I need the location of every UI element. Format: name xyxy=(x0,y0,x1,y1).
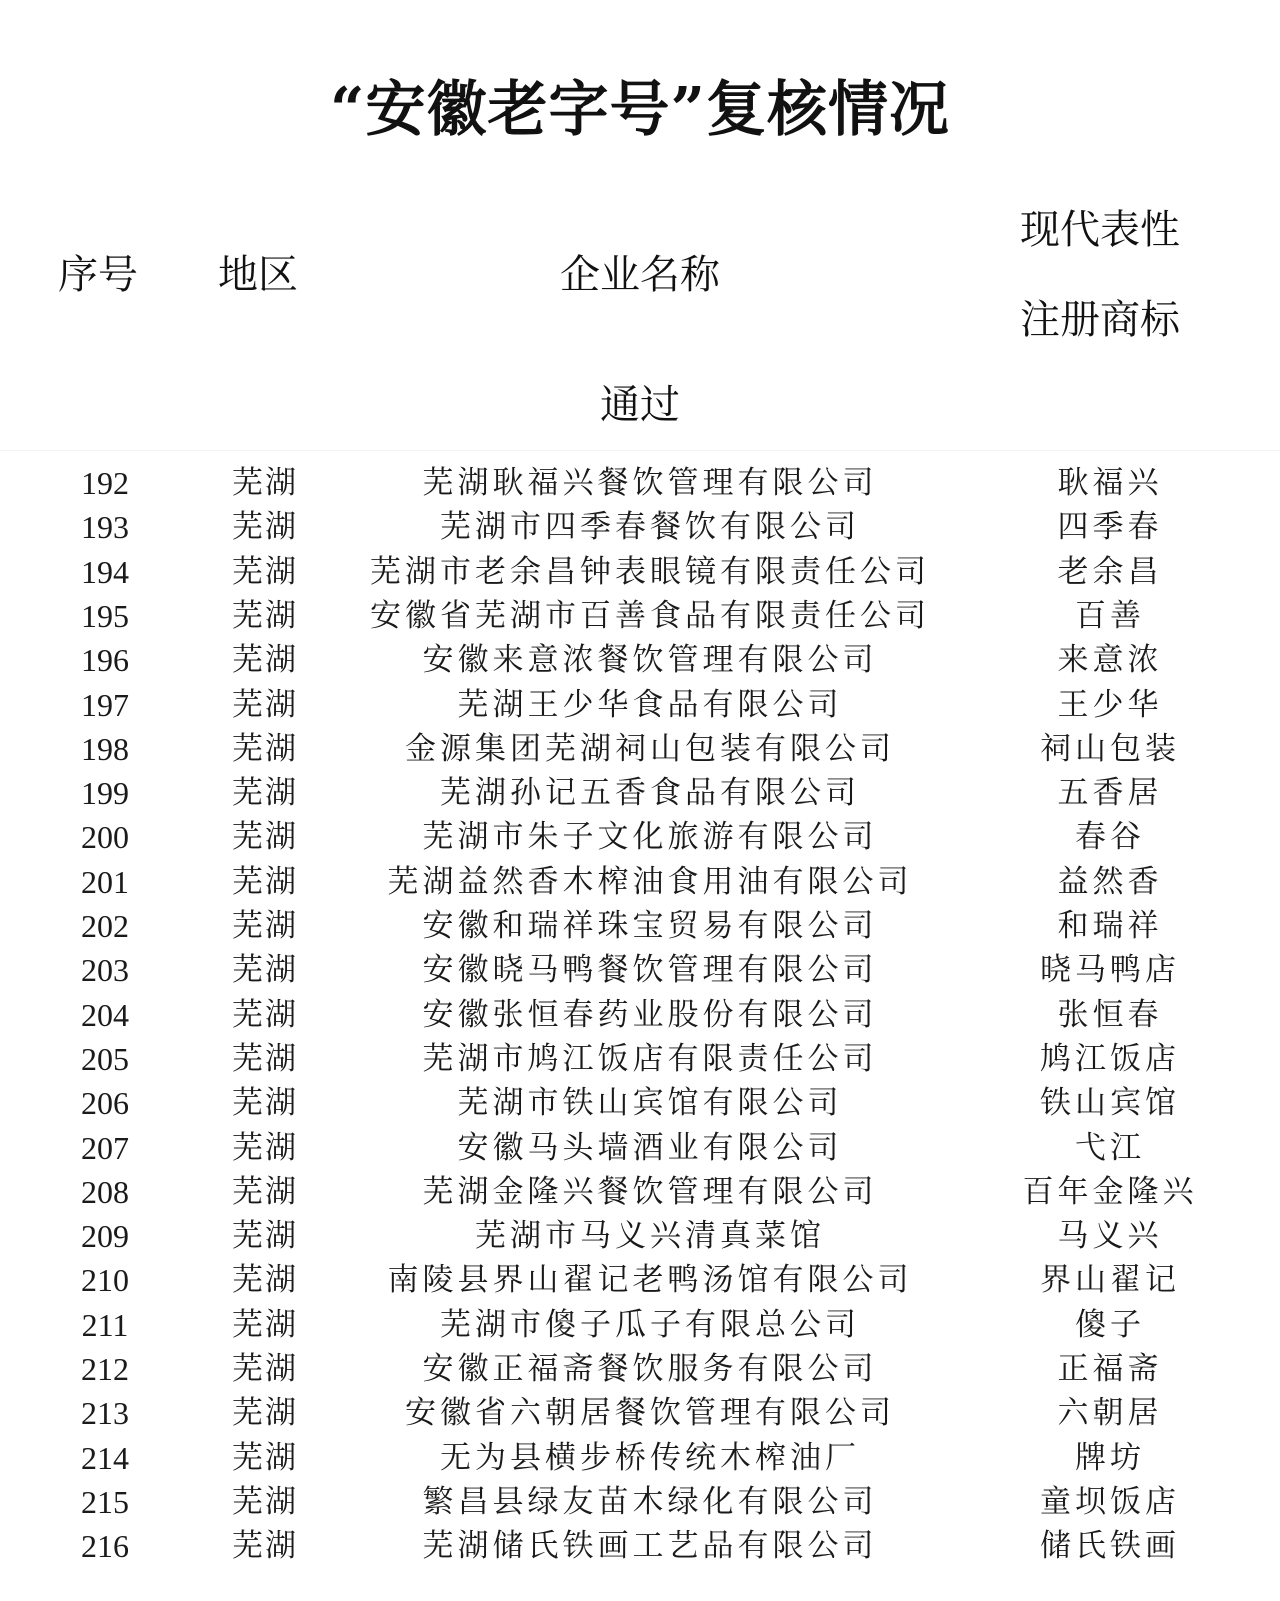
cell-trademark: 张恒春 xyxy=(1057,996,1163,1033)
cell-region: 芜湖 xyxy=(232,952,298,989)
cell-trademark: 马义兴 xyxy=(1057,1218,1163,1255)
section-label-passed: 通过 xyxy=(600,382,680,428)
header-region: 地区 xyxy=(218,252,298,298)
cell-seq: 195 xyxy=(81,597,129,634)
cell-seq: 198 xyxy=(81,730,129,767)
header-company-name: 企业名称 xyxy=(560,252,720,298)
cell-region: 芜湖 xyxy=(232,1173,298,1210)
table-row xyxy=(0,1258,1280,1303)
cell-trademark: 祠山包装 xyxy=(1040,730,1180,767)
cell-trademark: 傻子 xyxy=(1075,1306,1145,1343)
cell-company-name: 芜湖益然香木榨油食用油有限公司 xyxy=(387,863,913,900)
cell-seq: 205 xyxy=(81,1040,129,1077)
cell-company-name: 安徽正福斋餐饮服务有限公司 xyxy=(422,1351,878,1387)
cell-seq: 214 xyxy=(81,1439,129,1476)
cell-trademark: 四季春 xyxy=(1057,509,1163,546)
cell-trademark: 储氏铁画 xyxy=(1040,1528,1180,1565)
cell-seq: 200 xyxy=(81,819,129,856)
cell-company-name: 安徽省芜湖市百善食品有限责任公司 xyxy=(370,597,930,634)
table-row xyxy=(0,948,1280,993)
cell-region: 芜湖 xyxy=(232,1085,298,1122)
cell-seq: 216 xyxy=(81,1528,129,1565)
cell-company-name: 安徽马头墙酒业有限公司 xyxy=(457,1129,843,1166)
cell-seq: 201 xyxy=(81,863,129,900)
table-row xyxy=(0,1347,1280,1392)
cell-region: 芜湖 xyxy=(232,553,298,590)
table-body xyxy=(0,450,1280,1601)
cell-trademark: 牌坊 xyxy=(1075,1439,1145,1476)
cell-region: 芜湖 xyxy=(232,863,298,900)
cell-company-name: 安徽晓马鸭餐饮管理有限公司 xyxy=(422,952,878,989)
header-trademark-line1: 现代表性 xyxy=(1020,207,1180,253)
table-row xyxy=(0,505,1280,550)
cell-seq: 215 xyxy=(81,1483,129,1520)
cell-company-name: 芜湖孙记五香食品有限公司 xyxy=(440,775,860,812)
table-row xyxy=(0,461,1280,506)
table-row xyxy=(0,1170,1280,1215)
cell-region: 芜湖 xyxy=(232,1395,298,1432)
cell-company-name: 安徽和瑞祥珠宝贸易有限公司 xyxy=(422,908,878,944)
cell-region: 芜湖 xyxy=(232,1439,298,1476)
cell-seq: 207 xyxy=(81,1129,129,1166)
table-row xyxy=(0,904,1280,949)
cell-region: 芜湖 xyxy=(232,1483,298,1520)
cell-region: 芜湖 xyxy=(232,1351,298,1387)
cell-company-name: 芜湖市鸠江饭店有限责任公司 xyxy=(422,1040,878,1077)
cell-company-name: 芜湖市朱子文化旅游有限公司 xyxy=(422,819,878,856)
cell-trademark: 铁山宾馆 xyxy=(1040,1085,1180,1122)
table-row xyxy=(0,771,1280,816)
cell-trademark: 五香居 xyxy=(1057,775,1163,812)
cell-region: 芜湖 xyxy=(232,1129,298,1166)
table-row xyxy=(0,550,1280,595)
cell-trademark: 耿福兴 xyxy=(1057,465,1163,501)
cell-company-name: 芜湖王少华食品有限公司 xyxy=(457,686,843,723)
table-row xyxy=(0,1524,1280,1569)
table-row xyxy=(0,1303,1280,1348)
cell-region: 芜湖 xyxy=(232,1262,298,1299)
cell-seq: 197 xyxy=(81,686,129,723)
cell-company-name: 无为县横步桥传统木榨油厂 xyxy=(440,1439,860,1476)
cell-seq: 209 xyxy=(81,1218,129,1255)
table-row xyxy=(0,727,1280,772)
cell-seq: 210 xyxy=(81,1262,129,1299)
cell-region: 芜湖 xyxy=(232,465,298,501)
cell-seq: 206 xyxy=(81,1085,129,1122)
cell-region: 芜湖 xyxy=(232,642,298,679)
cell-company-name: 芜湖市老余昌钟表眼镜有限责任公司 xyxy=(370,553,930,590)
cell-region: 芜湖 xyxy=(232,730,298,767)
cell-trademark: 百年金隆兴 xyxy=(1022,1173,1198,1210)
table-row xyxy=(0,860,1280,905)
cell-seq: 196 xyxy=(81,642,129,679)
cell-region: 芜湖 xyxy=(232,1306,298,1343)
cell-trademark: 鸠江饭店 xyxy=(1040,1040,1180,1077)
cell-company-name: 芜湖市铁山宾馆有限公司 xyxy=(457,1085,843,1122)
cell-trademark: 春谷 xyxy=(1075,819,1145,856)
header-seq: 序号 xyxy=(58,252,138,298)
cell-trademark: 来意浓 xyxy=(1057,642,1163,679)
table-row xyxy=(0,1037,1280,1082)
cell-trademark: 百善 xyxy=(1075,597,1145,634)
header-trademark-line2: 注册商标 xyxy=(1020,297,1180,343)
cell-region: 芜湖 xyxy=(232,686,298,723)
cell-seq: 194 xyxy=(81,553,129,590)
table-row xyxy=(0,815,1280,860)
table-row xyxy=(0,1081,1280,1126)
cell-seq: 213 xyxy=(81,1395,129,1432)
table-row xyxy=(0,1436,1280,1481)
cell-company-name: 芜湖金隆兴餐饮管理有限公司 xyxy=(422,1173,878,1210)
table-row xyxy=(0,1391,1280,1436)
cell-company-name: 芜湖市马义兴清真菜馆 xyxy=(475,1218,825,1255)
cell-region: 芜湖 xyxy=(232,775,298,812)
cell-company-name: 金源集团芜湖祠山包装有限公司 xyxy=(405,730,895,767)
table-row xyxy=(0,1480,1280,1525)
table-row xyxy=(0,594,1280,639)
cell-seq: 211 xyxy=(81,1306,129,1343)
table-row xyxy=(0,1126,1280,1171)
table-row xyxy=(0,638,1280,683)
table-row xyxy=(0,683,1280,728)
cell-trademark: 界山翟记 xyxy=(1040,1262,1180,1299)
cell-company-name: 安徽来意浓餐饮管理有限公司 xyxy=(422,642,878,679)
cell-company-name: 安徽张恒春药业股份有限公司 xyxy=(422,996,878,1033)
cell-company-name: 繁昌县绿友苗木绿化有限公司 xyxy=(422,1483,878,1520)
cell-company-name: 南陵县界山翟记老鸭汤馆有限公司 xyxy=(387,1262,913,1299)
cell-region: 芜湖 xyxy=(232,1040,298,1077)
cell-seq: 199 xyxy=(81,775,129,812)
cell-region: 芜湖 xyxy=(232,1528,298,1565)
cell-trademark: 和瑞祥 xyxy=(1057,908,1163,944)
cell-trademark: 王少华 xyxy=(1057,686,1163,723)
cell-seq: 204 xyxy=(81,996,129,1033)
cell-region: 芜湖 xyxy=(232,597,298,634)
cell-region: 芜湖 xyxy=(232,819,298,856)
cell-company-name: 芜湖耿福兴餐饮管理有限公司 xyxy=(422,465,878,501)
cell-seq: 212 xyxy=(81,1351,129,1387)
cell-trademark: 童坝饭店 xyxy=(1040,1483,1180,1520)
cell-company-name: 芜湖储氏铁画工艺品有限公司 xyxy=(422,1528,878,1565)
cell-company-name: 安徽省六朝居餐饮管理有限公司 xyxy=(405,1395,895,1432)
cell-company-name: 芜湖市四季春餐饮有限公司 xyxy=(440,509,860,546)
cell-region: 芜湖 xyxy=(232,1218,298,1255)
cell-seq: 193 xyxy=(81,509,129,546)
table-row xyxy=(0,993,1280,1038)
cell-trademark: 益然香 xyxy=(1057,863,1163,900)
page-title: “安徽老字号”复核情况 xyxy=(329,75,951,145)
cell-trademark: 老余昌 xyxy=(1057,553,1163,590)
cell-trademark: 六朝居 xyxy=(1057,1395,1163,1432)
cell-seq: 202 xyxy=(81,908,129,944)
cell-region: 芜湖 xyxy=(232,908,298,944)
cell-seq: 203 xyxy=(81,952,129,989)
cell-trademark: 正福斋 xyxy=(1057,1351,1163,1387)
table-row xyxy=(0,1214,1280,1259)
cell-region: 芜湖 xyxy=(232,509,298,546)
cell-seq: 208 xyxy=(81,1173,129,1210)
cell-company-name: 芜湖市傻子瓜子有限总公司 xyxy=(440,1306,860,1343)
cell-seq: 192 xyxy=(81,465,129,501)
cell-trademark: 弋江 xyxy=(1075,1129,1145,1166)
cell-trademark: 晓马鸭店 xyxy=(1040,952,1180,989)
cell-region: 芜湖 xyxy=(232,996,298,1033)
